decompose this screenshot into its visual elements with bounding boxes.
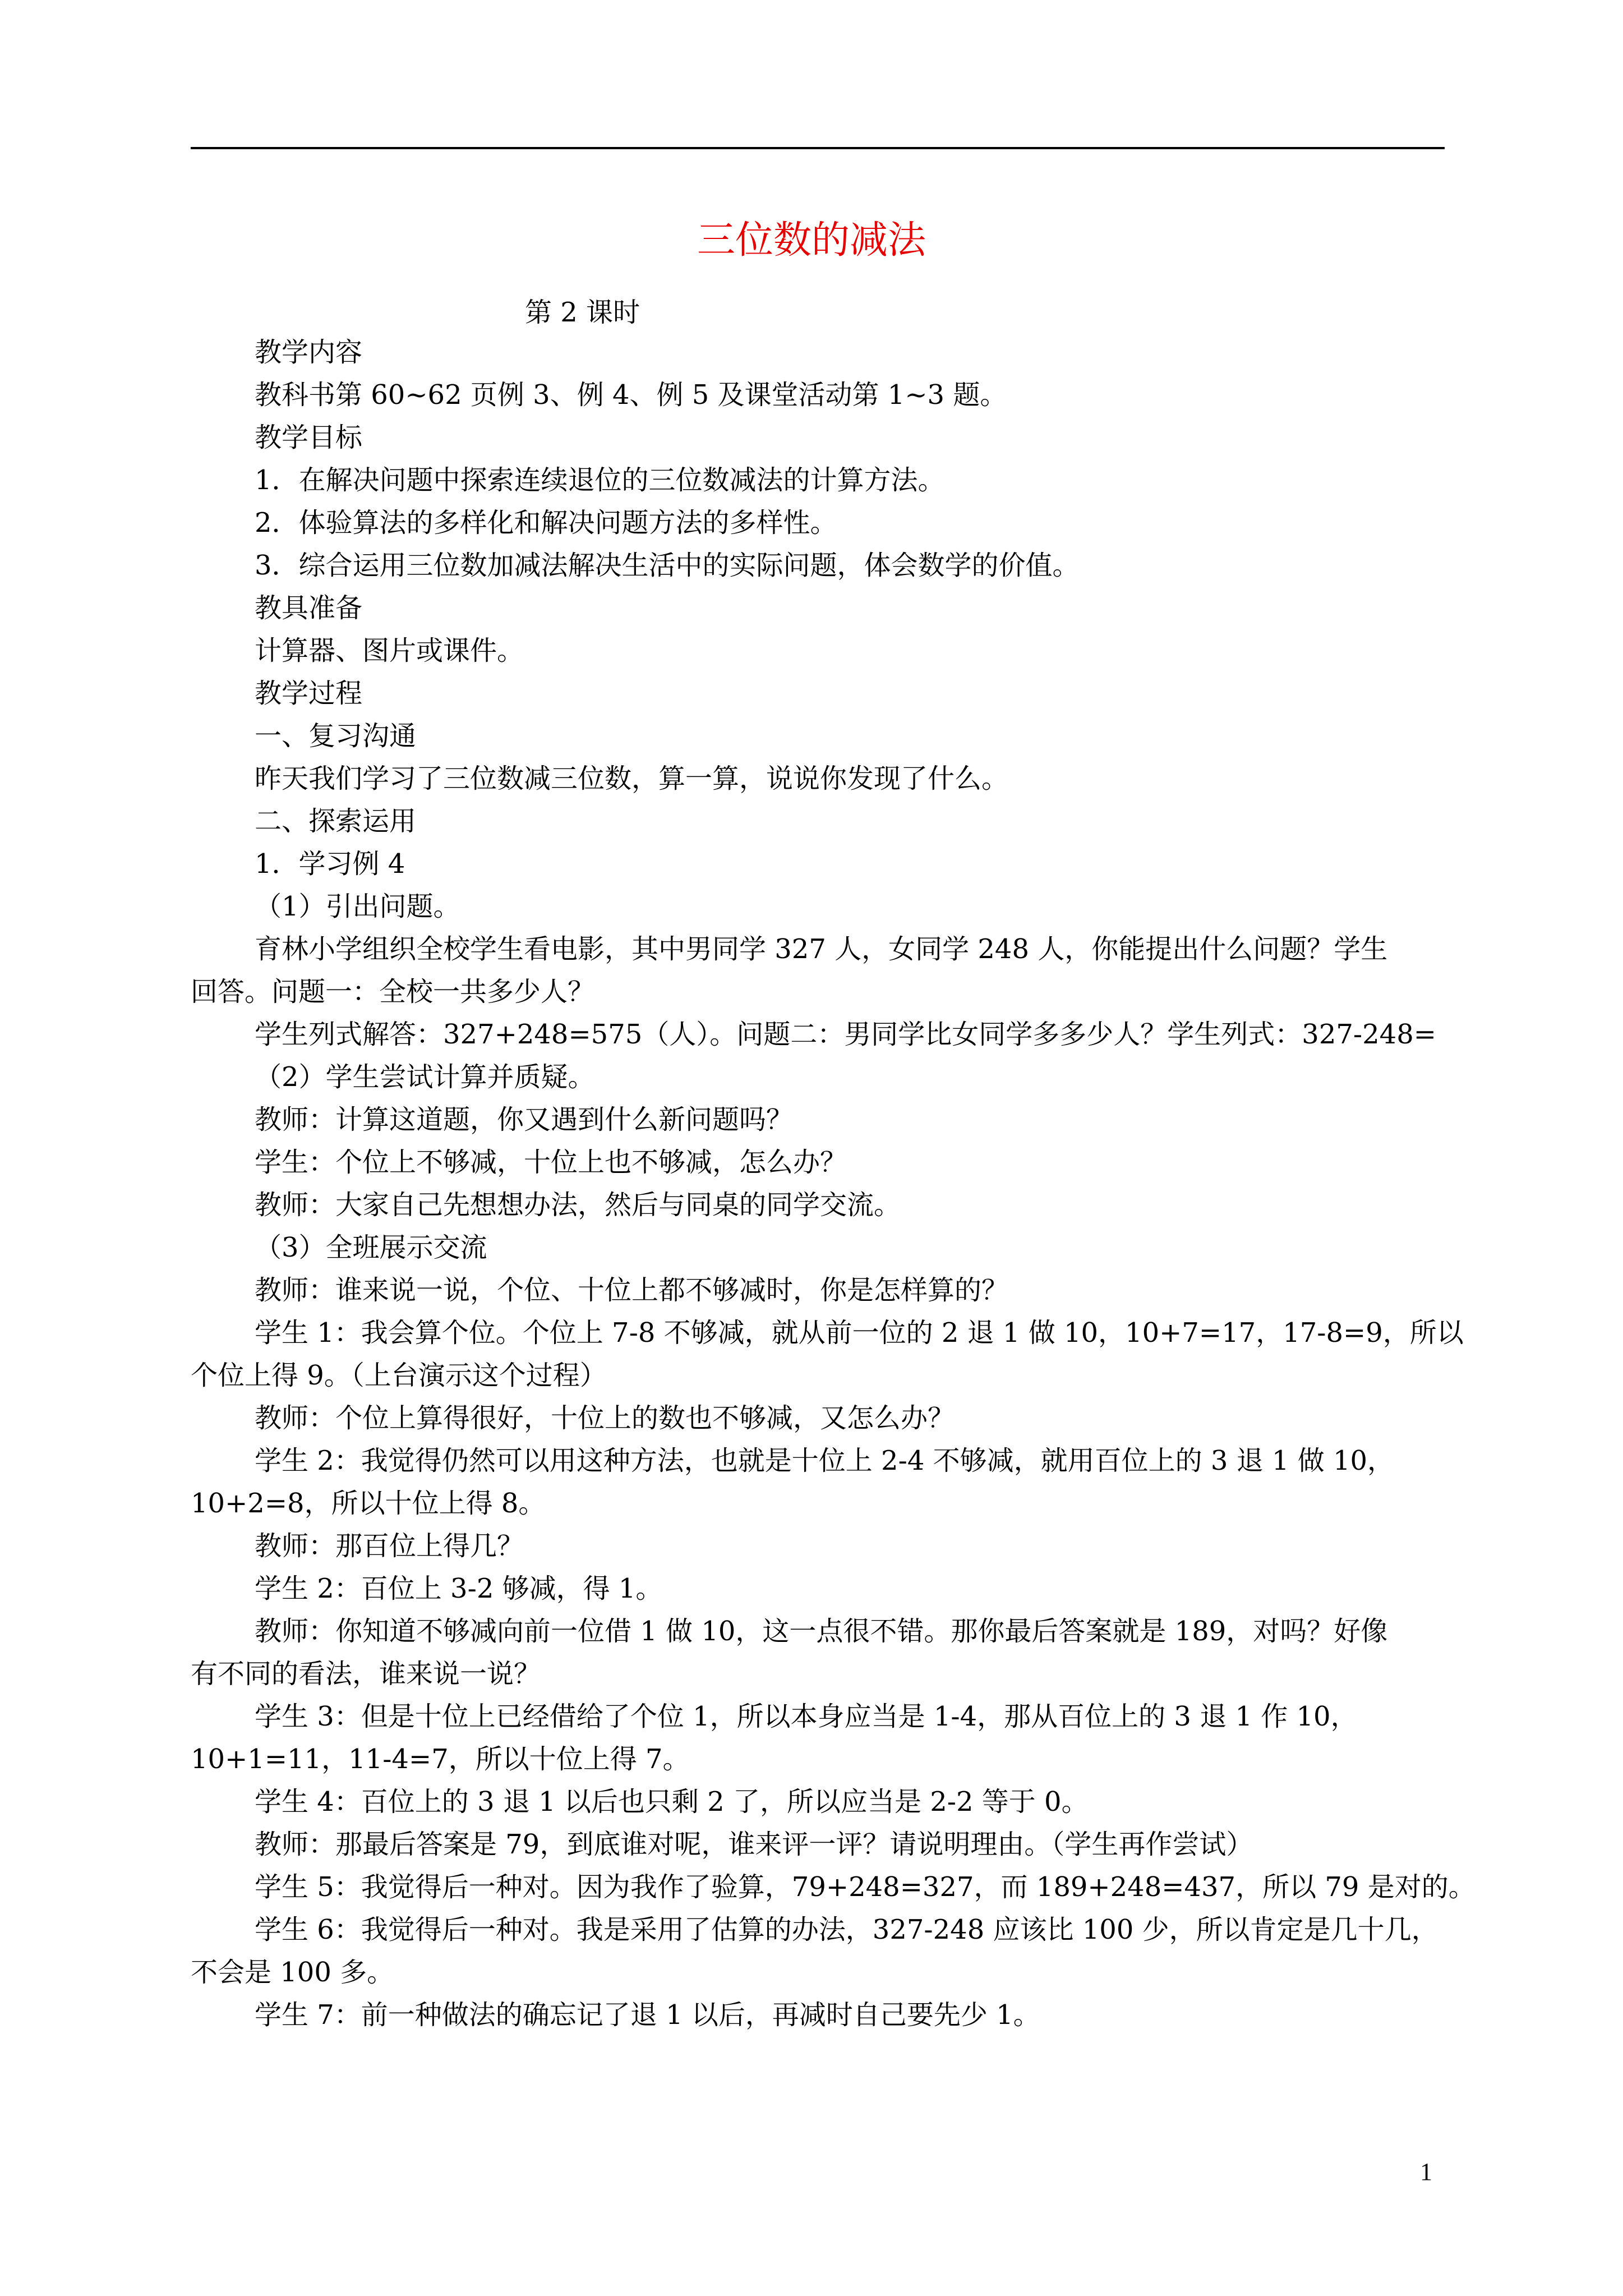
body-line: 学生 5：我觉得后一种对。因为我作了验算，79+248=327，而 189+248=437，所以 79 是对的。 bbox=[255, 1871, 1476, 1903]
body-line: 学生列式解答：327+248=575（人）。问题二：男同学比女同学多多少人？学生列式：327-248= bbox=[255, 1019, 1436, 1050]
body-line: 昨天我们学习了三位数减三位数，算一算，说说你发现了什么。 bbox=[255, 763, 1009, 794]
body-line: 学生 6：我觉得后一种对。我是采用了估算的办法，327-248 应该比 100 少，所以肯定是几十几， bbox=[255, 1914, 1438, 1945]
body-line: 2．体验算法的多样化和解决问题方法的多样性。 bbox=[255, 507, 837, 539]
body-line: 教师：你知道不够减向前一位借 1 做 10，这一点很不错。那你最后答案就是 189，对吗？好像 bbox=[255, 1616, 1388, 1647]
body-line: 教师：那百位上得几？ bbox=[255, 1530, 524, 1562]
body-line: 学生：个位上不够减，十位上也不够减，怎么办？ bbox=[255, 1147, 847, 1178]
body-line: 学生 1：我会算个位。个位上 7-8 不够减，就从前一位的 2 退 1 做 10，10+7=17，17-8=9，所以 bbox=[255, 1317, 1464, 1349]
body-line: 1．在解决问题中探索连续退位的三位数减法的计算方法。 bbox=[255, 464, 945, 496]
body-line: 回答。问题一：全校一共多少人？ bbox=[191, 976, 595, 1007]
body-line: 学生 3：但是十位上已经借给了个位 1，所以本身应当是 1-4，那从百位上的 3 退 1 作 10， bbox=[255, 1701, 1358, 1732]
body-line: 一、复习沟通 bbox=[255, 720, 417, 752]
body-line: 学生 4：百位上的 3 退 1 以后也只剩 2 了，所以应当是 2-2 等于 0。 bbox=[255, 1786, 1089, 1818]
body-line: 教学目标 bbox=[255, 422, 363, 453]
body-line: 3．综合运用三位数加减法解决生活中的实际问题，体会数学的价值。 bbox=[255, 550, 1080, 581]
body-line: 教具准备 bbox=[255, 592, 363, 624]
body-line: 教师：谁来说一说，个位、十位上都不够减时，你是怎样算的？ bbox=[255, 1274, 1009, 1306]
body-line: 教学内容 bbox=[255, 337, 363, 368]
lesson-subtitle: 第 2 课时 bbox=[525, 297, 640, 328]
body-line: 1．学习例 4 bbox=[255, 848, 405, 880]
body-line: 10+2=8，所以十位上得 8。 bbox=[191, 1488, 546, 1519]
body-line: （3）全班展示交流 bbox=[255, 1232, 487, 1263]
body-line: 教学过程 bbox=[255, 678, 363, 709]
body-line: 计算器、图片或课件。 bbox=[255, 635, 524, 666]
body-line: 个位上得 9。（上台演示这个过程） bbox=[191, 1360, 607, 1391]
body-line: 有不同的看法，谁来说一说？ bbox=[191, 1658, 541, 1690]
body-line: 育林小学组织全校学生看电影，其中男同学 327 人，女同学 248 人，你能提出什么问题？学生 bbox=[255, 933, 1388, 965]
page-number: 1 bbox=[1420, 2158, 1432, 2185]
body-line: （2）学生尝试计算并质疑。 bbox=[255, 1061, 595, 1093]
body-line: 教师：计算这道题，你又遇到什么新问题吗？ bbox=[255, 1104, 794, 1135]
body-line: 学生 2：我觉得仍然可以用这种方法，也就是十位上 2-4 不够减，就用百位上的 3 退 1 做 10， bbox=[255, 1445, 1395, 1476]
body-line: 学生 7：前一种做法的确忘记了退 1 以后，再减时自己要先少 1。 bbox=[255, 1999, 1040, 2031]
body-line: （1）引出问题。 bbox=[255, 891, 460, 922]
body-line: 二、探索运用 bbox=[255, 806, 417, 837]
body-line: 学生 2：百位上 3-2 够减，得 1。 bbox=[255, 1573, 663, 1604]
body-line: 教科书第 60~62 页例 3、例 4、例 5 及课堂活动第 1~3 题。 bbox=[255, 379, 1007, 411]
document-body bbox=[191, 331, 1476, 2036]
document-title: 三位数的减法 bbox=[697, 218, 926, 263]
body-line: 教师：大家自己先想想办法，然后与同桌的同学交流。 bbox=[255, 1189, 901, 1221]
body-line: 不会是 100 多。 bbox=[191, 1957, 394, 1988]
header-rule bbox=[191, 147, 1445, 149]
body-line: 教师：个位上算得很好，十位上的数也不够减，又怎么办？ bbox=[255, 1402, 955, 1434]
body-line: 教师：那最后答案是 79，到底谁对呢，谁来评一评？请说明理由。（学生再作尝试） bbox=[255, 1829, 1253, 1860]
body-line: 10+1=11，11-4=7，所以十位上得 7。 bbox=[191, 1743, 690, 1775]
